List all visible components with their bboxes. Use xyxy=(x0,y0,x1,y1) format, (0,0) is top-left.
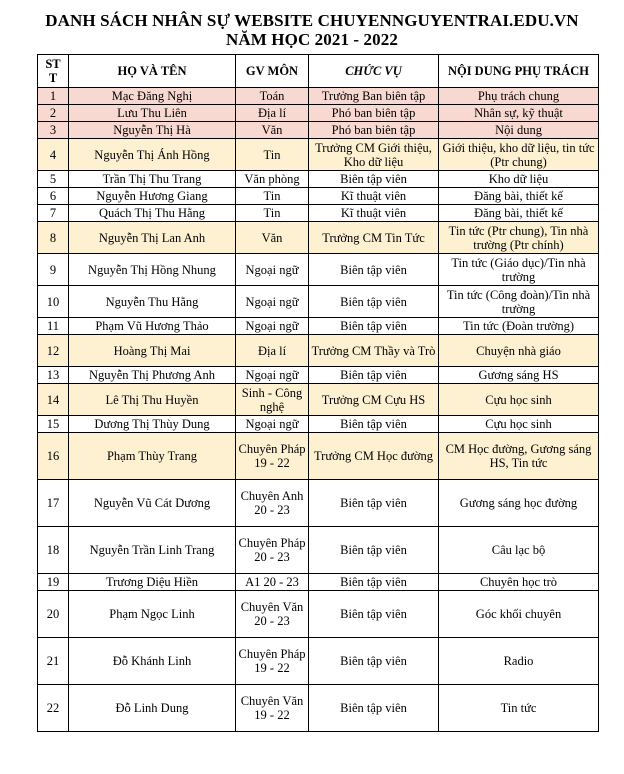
cell-duty: Tin tức (Ptr chung), Tin nhà trường (Ptr chính) xyxy=(439,222,599,254)
cell-stt: 19 xyxy=(38,574,69,591)
cell-subject: Văn xyxy=(236,122,309,139)
cell-duty: Đăng bài, thiết kế xyxy=(439,188,599,205)
cell-name: Đỗ Khánh Linh xyxy=(69,638,236,685)
table-row xyxy=(38,527,599,574)
cell-role: Trưởng Ban biên tập xyxy=(309,88,439,105)
cell-stt: 10 xyxy=(38,286,69,318)
cell-stt: 17 xyxy=(38,480,69,527)
cell-stt: 16 xyxy=(38,433,69,480)
cell-role: Kĩ thuật viên xyxy=(309,188,439,205)
table-row xyxy=(38,222,599,254)
cell-name: Nguyễn Vũ Cát Dương xyxy=(69,480,236,527)
cell-subject: Ngoại ngữ xyxy=(236,318,309,335)
cell-stt: 18 xyxy=(38,527,69,574)
cell-name: Phạm Thùy Trang xyxy=(69,433,236,480)
cell-name: Lưu Thu Liên xyxy=(69,105,236,122)
cell-name: Nguyễn Thị Phương Anh xyxy=(69,367,236,384)
table-row xyxy=(38,122,599,139)
cell-name: Phạm Ngọc Linh xyxy=(69,591,236,638)
cell-stt: 12 xyxy=(38,335,69,367)
table-row xyxy=(38,591,599,638)
table-row xyxy=(38,318,599,335)
cell-duty: Cựu học sinh xyxy=(439,384,599,416)
table-row xyxy=(38,433,599,480)
cell-duty: Tin tức (Giáo dục)/Tin nhà trường xyxy=(439,254,599,286)
cell-subject: Địa lí xyxy=(236,335,309,367)
table-row xyxy=(38,286,599,318)
cell-stt: 20 xyxy=(38,591,69,638)
cell-name: Hoàng Thị Mai xyxy=(69,335,236,367)
document-title xyxy=(0,0,624,49)
cell-duty: CM Học đường, Gương sáng HS, Tin tức xyxy=(439,433,599,480)
table-row xyxy=(38,105,599,122)
cell-subject: Tin xyxy=(236,205,309,222)
cell-stt: 21 xyxy=(38,638,69,685)
cell-duty: Cựu học sinh xyxy=(439,416,599,433)
cell-duty: Câu lạc bộ xyxy=(439,527,599,574)
cell-role: Biên tập viên xyxy=(309,171,439,188)
cell-role: Trưởng CM Tin Tức xyxy=(309,222,439,254)
table-row xyxy=(38,205,599,222)
cell-role: Biên tập viên xyxy=(309,318,439,335)
cell-role: Trưởng CM Thầy và Trò xyxy=(309,335,439,367)
cell-stt: 7 xyxy=(38,205,69,222)
cell-duty: Đăng bài, thiết kế xyxy=(439,205,599,222)
cell-name: Quách Thị Thu Hằng xyxy=(69,205,236,222)
table-row xyxy=(38,171,599,188)
cell-subject: Ngoại ngữ xyxy=(236,367,309,384)
cell-subject: Tin xyxy=(236,188,309,205)
cell-duty: Nội dung xyxy=(439,122,599,139)
cell-stt: 4 xyxy=(38,139,69,171)
cell-subject: Sinh - Công nghệ xyxy=(236,384,309,416)
cell-subject: Chuyên Pháp 20 - 23 xyxy=(236,527,309,574)
table-row xyxy=(38,685,599,732)
cell-role: Biên tập viên xyxy=(309,286,439,318)
staff-table xyxy=(37,54,599,732)
cell-role: Phó ban biên tập xyxy=(309,122,439,139)
cell-subject: Ngoại ngữ xyxy=(236,254,309,286)
cell-duty: Tin tức (Công đoàn)/Tin nhà trường xyxy=(439,286,599,318)
cell-role: Trưởng CM Giới thiệu, Kho dữ liệu xyxy=(309,139,439,171)
table-row xyxy=(38,188,599,205)
table-row xyxy=(38,254,599,286)
cell-subject: Chuyên Anh 20 - 23 xyxy=(236,480,309,527)
cell-name: Lê Thị Thu Huyền xyxy=(69,384,236,416)
cell-name: Nguyễn Thị Hà xyxy=(69,122,236,139)
cell-name: Trần Thị Thu Trang xyxy=(69,171,236,188)
cell-stt: 14 xyxy=(38,384,69,416)
table-body xyxy=(38,88,599,732)
cell-duty: Nhân sự, kỹ thuật xyxy=(439,105,599,122)
cell-duty: Chuyên học trò xyxy=(439,574,599,591)
cell-role: Biên tập viên xyxy=(309,574,439,591)
cell-name: Dương Thị Thùy Dung xyxy=(69,416,236,433)
cell-name: Nguyễn Thị Hồng Nhung xyxy=(69,254,236,286)
table-row xyxy=(38,367,599,384)
cell-duty: Góc khối chuyên xyxy=(439,591,599,638)
cell-stt: 22 xyxy=(38,685,69,732)
cell-subject: Toán xyxy=(236,88,309,105)
cell-name: Nguyễn Thị Lan Anh xyxy=(69,222,236,254)
table-row xyxy=(38,416,599,433)
cell-role: Trưởng CM Cựu HS xyxy=(309,384,439,416)
cell-name: Đỗ Linh Dung xyxy=(69,685,236,732)
cell-stt: 1 xyxy=(38,88,69,105)
cell-stt: 8 xyxy=(38,222,69,254)
cell-subject: Văn xyxy=(236,222,309,254)
cell-role: Kĩ thuật viên xyxy=(309,205,439,222)
table-row xyxy=(38,88,599,105)
header-stt: ST T xyxy=(38,55,69,88)
cell-subject: Chuyên Pháp 19 - 22 xyxy=(236,433,309,480)
cell-role: Biên tập viên xyxy=(309,638,439,685)
cell-name: Nguyễn Trần Linh Trang xyxy=(69,527,236,574)
cell-stt: 3 xyxy=(38,122,69,139)
cell-role: Biên tập viên xyxy=(309,685,439,732)
title-line-2: NĂM HỌC 2021 - 2022 xyxy=(226,30,398,49)
table-row xyxy=(38,638,599,685)
cell-name: Mạc Đăng Nghị xyxy=(69,88,236,105)
cell-role: Biên tập viên xyxy=(309,480,439,527)
cell-stt: 9 xyxy=(38,254,69,286)
cell-stt: 6 xyxy=(38,188,69,205)
cell-stt: 15 xyxy=(38,416,69,433)
header-role: CHỨC VỤ xyxy=(309,55,439,88)
cell-subject: Văn phòng xyxy=(236,171,309,188)
cell-name: Nguyễn Thị Ánh Hồng xyxy=(69,139,236,171)
header-subject: GV MÔN xyxy=(236,55,309,88)
cell-duty: Gương sáng học đường xyxy=(439,480,599,527)
cell-stt: 11 xyxy=(38,318,69,335)
cell-subject: Ngoại ngữ xyxy=(236,416,309,433)
cell-name: Nguyễn Thu Hằng xyxy=(69,286,236,318)
cell-subject: Chuyên Văn 19 - 22 xyxy=(236,685,309,732)
cell-role: Biên tập viên xyxy=(309,416,439,433)
table-row xyxy=(38,139,599,171)
cell-duty: Chuyện nhà giáo xyxy=(439,335,599,367)
table-row xyxy=(38,574,599,591)
cell-subject: Chuyên Pháp 19 - 22 xyxy=(236,638,309,685)
cell-duty: Radio xyxy=(439,638,599,685)
cell-subject: Tin xyxy=(236,139,309,171)
table-row xyxy=(38,384,599,416)
table-row xyxy=(38,480,599,527)
cell-stt: 2 xyxy=(38,105,69,122)
cell-role: Biên tập viên xyxy=(309,527,439,574)
cell-duty: Tin tức (Đoàn trường) xyxy=(439,318,599,335)
cell-role: Biên tập viên xyxy=(309,254,439,286)
cell-duty: Giới thiệu, kho dữ liệu, tin tức (Ptr chung) xyxy=(439,139,599,171)
cell-role: Biên tập viên xyxy=(309,367,439,384)
table-header-row xyxy=(38,55,599,88)
cell-subject: Chuyên Văn 20 - 23 xyxy=(236,591,309,638)
cell-subject: Ngoại ngữ xyxy=(236,286,309,318)
header-name: HỌ VÀ TÊN xyxy=(69,55,236,88)
cell-name: Phạm Vũ Hương Thảo xyxy=(69,318,236,335)
cell-duty: Tin tức xyxy=(439,685,599,732)
cell-role: Trưởng CM Học đường xyxy=(309,433,439,480)
table-row xyxy=(38,335,599,367)
cell-duty: Kho dữ liệu xyxy=(439,171,599,188)
title-line-1: DANH SÁCH NHÂN SỰ WEBSITE CHUYENNGUYENTRAI.EDU.VN xyxy=(45,11,579,30)
cell-duty: Phụ trách chung xyxy=(439,88,599,105)
cell-duty: Gương sáng HS xyxy=(439,367,599,384)
cell-role: Phó ban biên tập xyxy=(309,105,439,122)
cell-name: Nguyễn Hương Giang xyxy=(69,188,236,205)
cell-subject: Địa lí xyxy=(236,105,309,122)
cell-subject: A1 20 - 23 xyxy=(236,574,309,591)
cell-stt: 5 xyxy=(38,171,69,188)
cell-stt: 13 xyxy=(38,367,69,384)
cell-role: Biên tập viên xyxy=(309,591,439,638)
cell-name: Trương Diệu Hiền xyxy=(69,574,236,591)
header-duty: NỘI DUNG PHỤ TRÁCH xyxy=(439,55,599,88)
